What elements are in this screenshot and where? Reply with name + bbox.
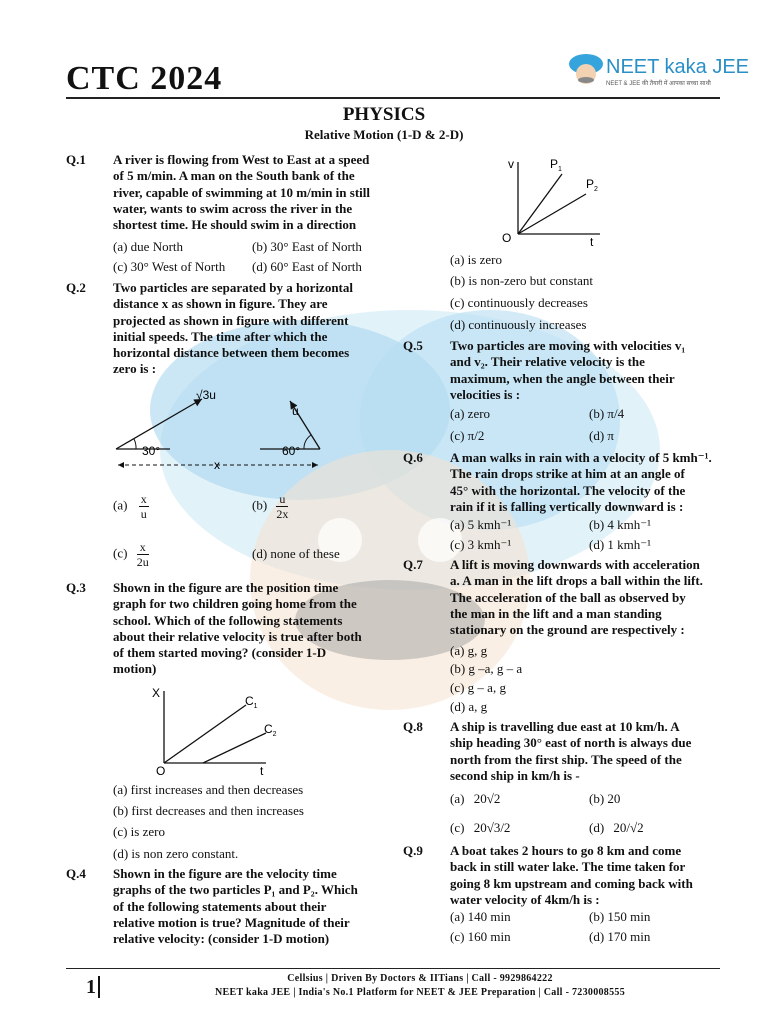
y-axis-label: v [508,157,514,171]
position-time-graph [148,683,278,778]
question-number: Q.1 [66,152,86,167]
header-divider [66,97,720,99]
option-a: (a) 5 kmh⁻¹ [450,517,512,532]
option-d: (d) 20/√2 [589,820,644,835]
origin-label: O [502,231,512,245]
question-number: Q.3 [66,580,86,595]
question-text-q3: Shown in the figure are the position time graph for two children going home from the school. Which of the following statements about their relative velocity is true after both of them started moving? (consider 1-D motion) [113,580,362,677]
option-a: (a) due North [113,239,184,254]
option-b: (b) 150 min [589,909,651,924]
question-text-q1: A river is flowing from West to East at a speed of 5 m/min. A man on the South bank of the river, capable of swimming at 10 m/min in still water, wants to swim across the river in the shortest time. He should swim in a direction [113,152,370,233]
footer-line-2: NEET kaka JEE | India's No.1 Platform for NEET & JEE Preparation | Call - 7230008555 [214,987,625,998]
option-d: (d) continuously increases [450,317,587,332]
option-c: (c) g – a, g [450,680,506,695]
logo-tagline: NEET & JEE की तैयारी में आपका सच्चा साथी [606,81,711,87]
option-c: (c) π/2 [450,428,485,443]
origin-label: O [156,764,166,778]
option-d: (d) 60° East of North [252,259,362,274]
logo-icon [566,52,606,86]
subject-heading: PHYSICS [342,104,426,125]
option-a: (a) 140 min [450,909,511,924]
option-a: (a) first increases and then decreases [113,782,304,797]
footer-line-1: Cellsius | Driven By Doctors & IITians | Call - 9929864222 [287,973,553,984]
x-axis-label: t [260,764,264,778]
option-d: (d) is non zero constant. [113,846,239,861]
option-b: (b) 4 kmh⁻¹ [589,517,652,532]
option-d: (d) none of these [252,546,340,561]
footer-divider [66,968,720,969]
option-a: (a) 20√2 [450,791,501,806]
option-a: (a) $\frac{x}{u}$ [113,492,147,521]
page-number: 1 [86,976,100,999]
option-b: (b) first decreases and then increases [113,803,304,818]
option-c: (c) 20√3/2 [450,820,511,835]
document-title: CTC 2024 [66,60,223,97]
distance-label: x [214,458,220,472]
question-number: Q.5 [403,338,423,353]
option-b: (b) is non-zero but constant [450,273,593,288]
option-b: (b) 30° East of North [252,239,362,254]
option-b: (b) g –a, g – a [450,661,523,676]
option-a: (a) g, g [450,643,488,658]
c2-label: $C_2$ [264,722,277,738]
topic-heading: Relative Motion (1-D & 2-D) [304,127,464,142]
question-text-q9: A boat takes 2 hours to go 8 km and come back in still water lake. The time taken for going 8 km upstream and coming back with water velocity of 4km/h is : [450,843,693,907]
angle2-label: 60° [282,444,301,458]
question-text-q7: A lift is moving downwards with acceleration a. A man in the lift drops a ball within the lift. The acceleration of the ball as observed by the man in the lift and a man standing stationary on the ground are respectively : [450,557,703,638]
question-text-q5: Two particles are moving with velocities v₁ and v₂. Their relative velocity is the maximum, when the angle between their velocities is : [450,338,686,402]
option-c: (c) continuously decreases [450,295,588,310]
option-d: (d) 1 kmh⁻¹ [589,537,652,552]
question-text-q6: A man walks in rain with a velocity of 5 kmh⁻¹. The rain drops strike at him at an angle of 45° with the horizontal. The velocity of the rain if it is falling vertically downward is : [450,450,712,514]
v2-label: u [292,404,299,418]
c1-label: $C_1$ [245,694,258,710]
question-text-q4: Shown in the figure are the velocity time graphs of the two particles P₁ and P₂. Which of the following statements about their relative motion is true? Magnitude of their relative velocity: (consider 1-D motion) [113,866,358,947]
question-number: Q.6 [403,450,423,465]
option-d: (d) a, g [450,699,488,714]
question-text-q2: Two particles are separated by a horizontal distance x as shown in figure. They are projected as shown in figure with different initial speeds. The time after which the horizontal distance between them becomes zero is : [113,280,353,377]
option-b: (b) π/4 [589,406,625,421]
p1-label: $P_1$ [550,157,562,173]
question-number: Q.9 [403,843,423,858]
option-c: (c) 3 kmh⁻¹ [450,537,512,552]
option-c: (c) $\frac{x}{2u}$ [113,540,149,569]
option-b: (b) $\frac{u}{2x}$ [252,492,289,521]
logo-name: NEET kaka JEE [606,56,750,78]
option-b: (b) 20 [589,791,621,806]
p2-label: $P_2$ [586,177,598,193]
v1-label: √3u [196,388,216,402]
option-c: (c) is zero [113,824,165,839]
question-number: Q.2 [66,280,86,295]
option-c: (c) 30° West of North [113,259,226,274]
question-text-q8: A ship is travelling due east at 10 km/h. A ship heading 30° east of north is always due north from the first ship. The speed of the second ship in km/h is - [450,719,692,783]
option-d: (d) π [589,428,614,443]
angle1-label: 30° [142,444,161,458]
x-axis-label: t [590,235,594,247]
option-a: (a) zero [450,406,491,421]
option-a: (a) is zero [450,252,502,267]
projectile-figure [110,385,330,480]
question-number: Q.8 [403,719,423,734]
velocity-time-graph [500,152,610,247]
question-number: Q.4 [66,866,86,881]
question-number: Q.7 [403,557,423,572]
option-d: (d) 170 min [589,929,651,944]
option-c: (c) 160 min [450,929,511,944]
y-axis-label: X [152,686,161,700]
